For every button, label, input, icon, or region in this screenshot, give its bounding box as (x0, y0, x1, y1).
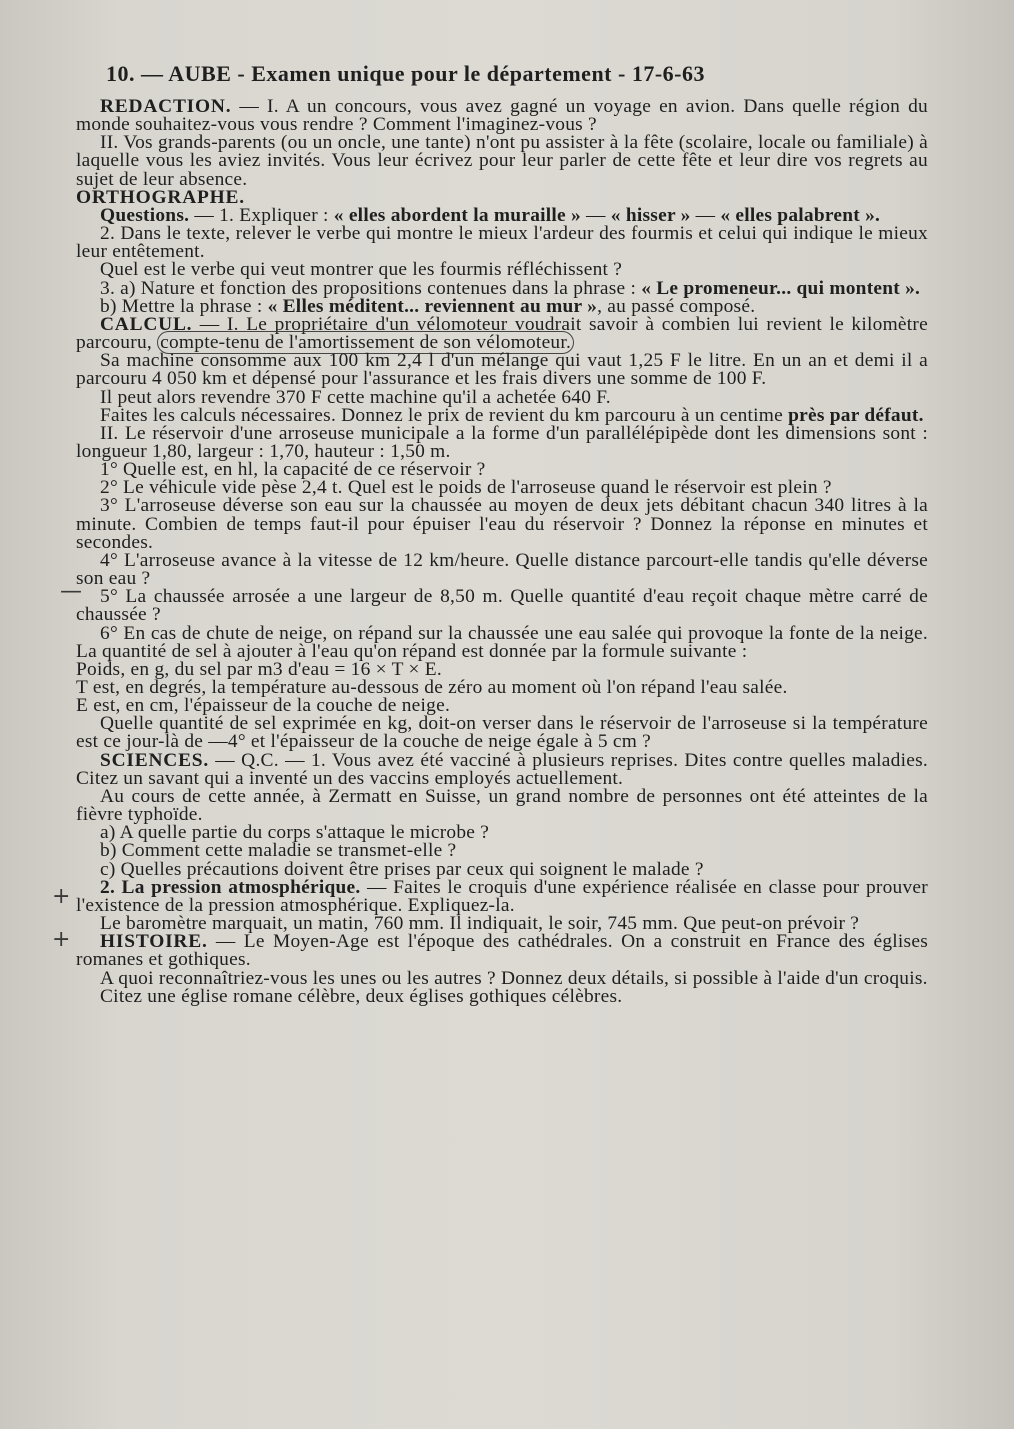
calcul-e-definition: E est, en cm, l'épaisseur de la couche de neige. (76, 695, 451, 717)
section-heading-calcul: CALCUL. (100, 313, 193, 335)
orthographe-question-2b: Quel est le verbe qui veut montrer que les fourmis réfléchissent ? (100, 259, 623, 281)
calcul-problem-1: CALCUL. — I. Le propriétaire d'un vélomoteur voudrait savoir à combien lui revient le kilomètre parcouru, compte-tenu de l'amortissement de son vélomoteur. (76, 313, 928, 354)
pencil-cross-mark: + (52, 884, 71, 909)
redaction-paragraph-1: REDACTION. — I. A un concours, vous avez gagné un voyage en avion. Dans quelle région du monde souhaitez-vous vous rendre ? Comment l'imaginez-vous ? (76, 96, 928, 136)
pressure-label: 2. La pression atmosphérique. (100, 876, 361, 898)
calcul-q5: 5° La chaussée arrosée a une largeur de 8,50 m. Quelle quantité d'eau reçoit chaque mètre carré de chaussée ? (76, 586, 928, 626)
calcul-t-definition: T est, en degrés, la température au-dessous de zéro au moment où l'on répand l'eau salée. (76, 677, 788, 698)
calcul-formula: Poids, en g, du sel par m3 d'eau = 16 × T × E. (76, 658, 442, 680)
questions-label: Questions. (100, 204, 190, 226)
exam-content (76, 60, 928, 1006)
calcul-problem-2: II. Le réservoir d'une arroseuse municipale a la forme d'un parallélépipède dont les dimensions sont : longueur 1,80, largeur : 1,70, hauteur : 1,50 m. (76, 422, 928, 462)
histoire-paragraph-1: HISTOIRE. — Le Moyen-Age est l'époque des cathédrales. On a construit en France des églises romanes et gothiques. (76, 931, 928, 971)
sciences-a: a) A quelle partie du corps s'attaque le microbe ? (100, 822, 490, 844)
histoire-paragraph-2: A quoi reconnaîtriez-vous les unes ou les autres ? Donnez deux détails, si possible à l'aide d'un croquis. (100, 967, 928, 989)
section-heading-sciences: SCIENCES. (100, 749, 210, 771)
calcul-problem-1-task: Faites les calculs nécessaires. Donnez le prix de revient du km parcouru à un centime près par défaut. (100, 404, 924, 426)
calcul-q6: 6° En cas de chute de neige, on répand sur la chaussée une eau salée qui provoque la fonte de la neige. La quantité de sel à ajouter à l'eau qu'on répand est donnée par la formule suivante : (76, 622, 928, 662)
calcul-q3: 3° L'arroseuse déverse son eau sur la chaussée au moyen de deux jets débitant chacun 340 litres à la minute. Combien de temps faut-il pour épuiser l'eau du réservoir ? Donnez la réponse en minutes et secondes. (76, 495, 928, 553)
sciences-c: c) Quelles précautions doivent être prises par ceux qui soignent le malade ? (100, 858, 704, 880)
pencil-circled-text: compte-tenu de l'amortissement de son vélomoteur. (157, 331, 574, 354)
calcul-q7: Quelle quantité de sel exprimée en kg, doit-on verser dans le réservoir de l'arroseuse si la température est ce jour-là de —4° et l'épaisseur de la couche de neige égale à 5 cm ? (76, 713, 928, 753)
pencil-dash-mark: — (60, 579, 82, 604)
calcul-problem-1-data: Sa machine consomme aux 100 km 2,4 l d'un mélange qui vaut 1,25 F le litre. En un an et demi il a parcouru 4 050 km et dépensé pour l'assurance et les frais divers une somme de 100 F. (76, 350, 928, 390)
section-heading-redaction: REDACTION. (100, 96, 232, 117)
pencil-cross-mark: + (52, 927, 71, 952)
calcul-problem-1-resale: Il peut alors revendre 370 F cette machine qu'il a achetée 640 F. (100, 386, 611, 408)
orthographe-question-3a: 3. a) Nature et fonction des propositions contenues dans la phrase : « Le promeneur... qui montent ». (100, 277, 921, 299)
sciences-barometer: Le baromètre marquait, un matin, 760 mm. Il indiquait, le soir, 745 mm. Que peut-on prévoir ? (100, 913, 860, 935)
sciences-qc: SCIENCES. — Q.C. — 1. Vous avez été vacciné à plusieurs reprises. Dites contre quelles maladies. Citez un savant qui a inventé un des vaccins employés actuellement. (76, 749, 928, 789)
orthographe-question-2: 2. Dans le texte, relever le verbe qui montre le mieux l'ardeur des fourmis et celui qui indique le mieux leur entêtement. (76, 223, 928, 263)
calcul-q4: 4° L'arroseuse avance à la vitesse de 12 km/heure. Quelle distance parcourt-elle tandis qu'elle déverse son eau ? (76, 549, 928, 590)
orthographe-question-1: Questions. — 1. Expliquer : « elles abordent la muraille » — « hisser » — « elles palabrent ». (100, 204, 881, 226)
sciences-typhoid: Au cours de cette année, à Zermatt en Suisse, un grand nombre de personnes ont été atteintes de la fièvre typhoïde. (76, 785, 928, 826)
sciences-pressure: 2. La pression atmosphérique. — Faites le croquis d'une expérience réalisée en classe pour prouver l'existence de la pression atmosphérique. Expliquez-la. (76, 876, 928, 916)
histoire-paragraph-3: Citez une église romane célèbre, deux églises gothiques célèbres. (100, 985, 623, 1007)
page-title: 10. — AUBE - Examen unique pour le département - 17-6-63 (106, 61, 705, 86)
section-heading-orthographe: ORTHOGRAPHE. (76, 186, 245, 208)
sciences-b: b) Comment cette maladie se transmet-elle ? (100, 840, 457, 862)
section-heading-histoire: HISTOIRE. (100, 931, 208, 953)
calcul-q1: 1° Quelle est, en hl, la capacité de ce réservoir ? (100, 459, 486, 481)
orthographe-question-3b: b) Mettre la phrase : « Elles méditent... reviennent au mur », au passé composé. (100, 295, 756, 317)
redaction-paragraph-2: II. Vos grands-parents (ou un oncle, une tante) n'ont pu assister à la fête (scolaire, locale ou familiale) à laquelle vous les aviez invités. Vous leur écrivez pour leur parler de cette fête et leur dire vos regrets au sujet de leur absence. (76, 132, 928, 190)
calcul-q2: 2° Le véhicule vide pèse 2,4 t. Quel est le poids de l'arroseuse quand le réservoir est plein ? (100, 477, 832, 499)
